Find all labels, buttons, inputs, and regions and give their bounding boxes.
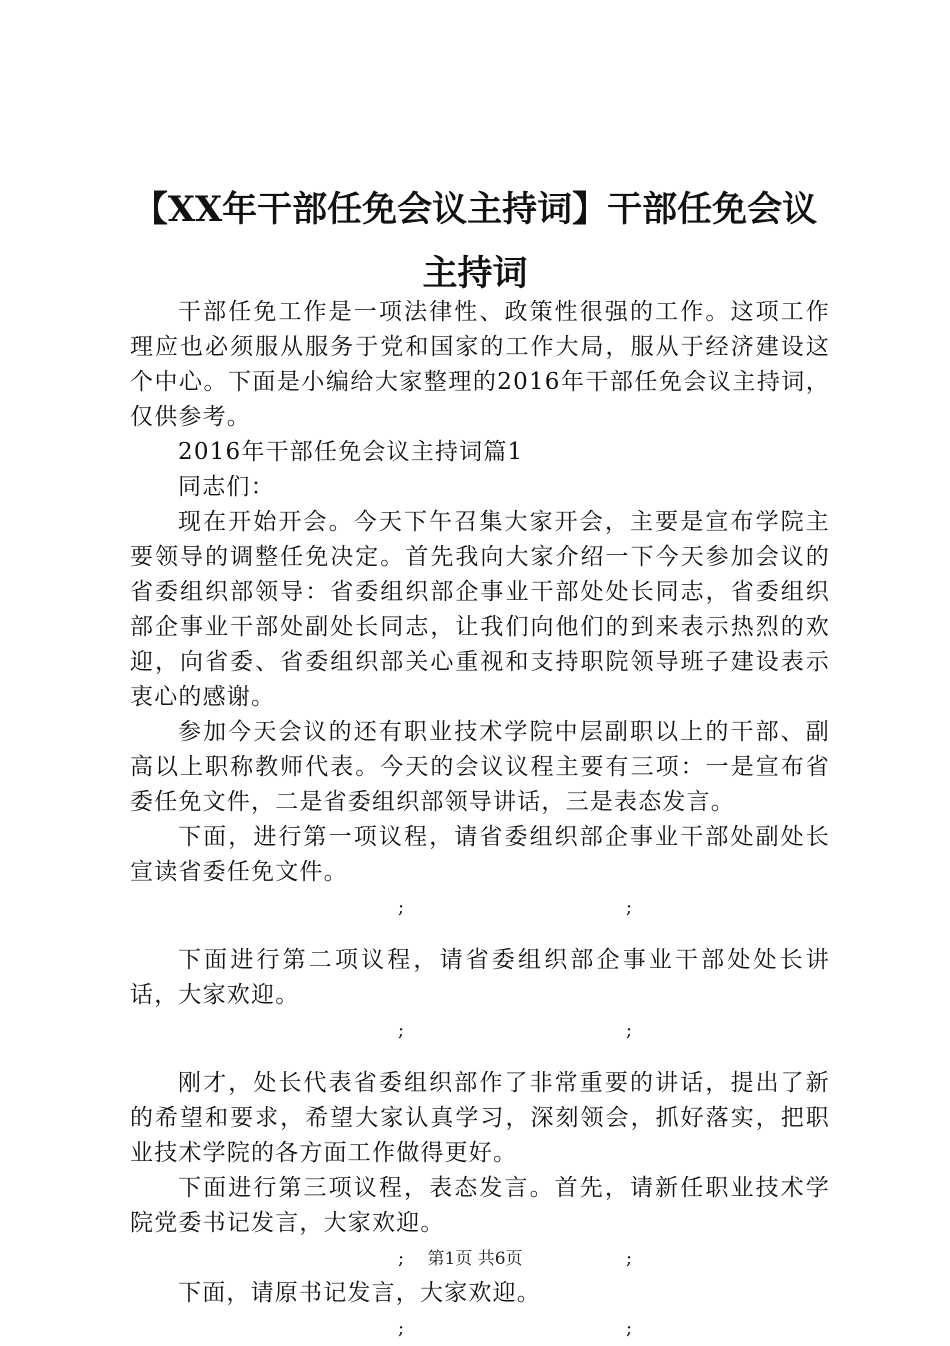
document-body bbox=[130, 295, 830, 1346]
placeholder-semicolon: ; bbox=[398, 897, 406, 918]
title-line-1: 【XX年干部任免会议主持词】干部任免会议 bbox=[132, 189, 818, 230]
section-heading: 2016年干部任免会议主持词篇1 bbox=[178, 439, 524, 465]
paragraph-agenda-3: 下面进行第三项议程，表态发言。首先，请新任职业技术学院党委书记发言，大家欢迎。 bbox=[130, 1175, 830, 1236]
paragraph-summary: 刚才，处长代表省委组织部作了非常重要的讲话，提出了新的希望和要求，希望大家认真学习，深刻领会，抓好落实，把职业技术学院的各方面工作做得更好。 bbox=[130, 1070, 830, 1166]
paragraph-agenda-1: 下面，进行第一项议程，请省委组织部企事业干部处副处长宣读省委任免文件。 bbox=[130, 824, 830, 885]
placeholder-semicolon: ; bbox=[398, 1318, 406, 1339]
document-title bbox=[120, 178, 830, 306]
paragraph-intro: 干部任免工作是一项法律性、政策性很强的工作。这项工作理应也必须服从服务于党和国家的工作大局，服从于经济建设这个中心。下面是小编给大家整理的2016年干部任免会议主持词，仅供参考。 bbox=[130, 299, 830, 430]
title-line-2: 主持词 bbox=[422, 253, 528, 294]
placeholder-row bbox=[130, 1013, 830, 1048]
placeholder-semicolon: ; bbox=[626, 1020, 634, 1041]
placeholder-semicolon: ; bbox=[398, 1248, 406, 1269]
paragraph-opening: 现在开始开会。今天下午召集大家开会，主要是宣布学院主要领导的调整任免决定。首先我向大家介绍一下今天参加会议的省委组织部领导：省委组织部企事业干部处处长同志，省委组织部企事业干部处副处长同志，让我们向他们的到来表示热烈的欢迎，向省委、省委组织部关心重视和支持职院领导班子建设表示衷心的感谢。 bbox=[130, 509, 830, 710]
placeholder-semicolon: ; bbox=[398, 1020, 406, 1041]
paragraph-agenda-2: 下面进行第二项议程，请省委组织部企事业干部处处长讲话，大家欢迎。 bbox=[130, 947, 830, 1008]
page-footer: 第1页 共6页 bbox=[427, 1249, 523, 1269]
placeholder-row bbox=[130, 890, 830, 925]
paragraph-attendees: 参加今天会议的还有职业技术学院中层副职以上的干部、副高以上职称教师代表。今天的会议议程主要有三项：一是宣布省委任免文件，二是省委组织部领导讲话，三是表态发言。 bbox=[130, 719, 830, 815]
placeholder-semicolon: ; bbox=[626, 897, 634, 918]
placeholder-semicolon: ; bbox=[626, 1248, 634, 1269]
placeholder-semicolon: ; bbox=[626, 1318, 634, 1339]
paragraph-former-secretary: 下面，请原书记发言，大家欢迎。 bbox=[178, 1280, 541, 1306]
placeholder-row bbox=[130, 1311, 830, 1346]
paragraph-greeting: 同志们： bbox=[178, 474, 275, 500]
